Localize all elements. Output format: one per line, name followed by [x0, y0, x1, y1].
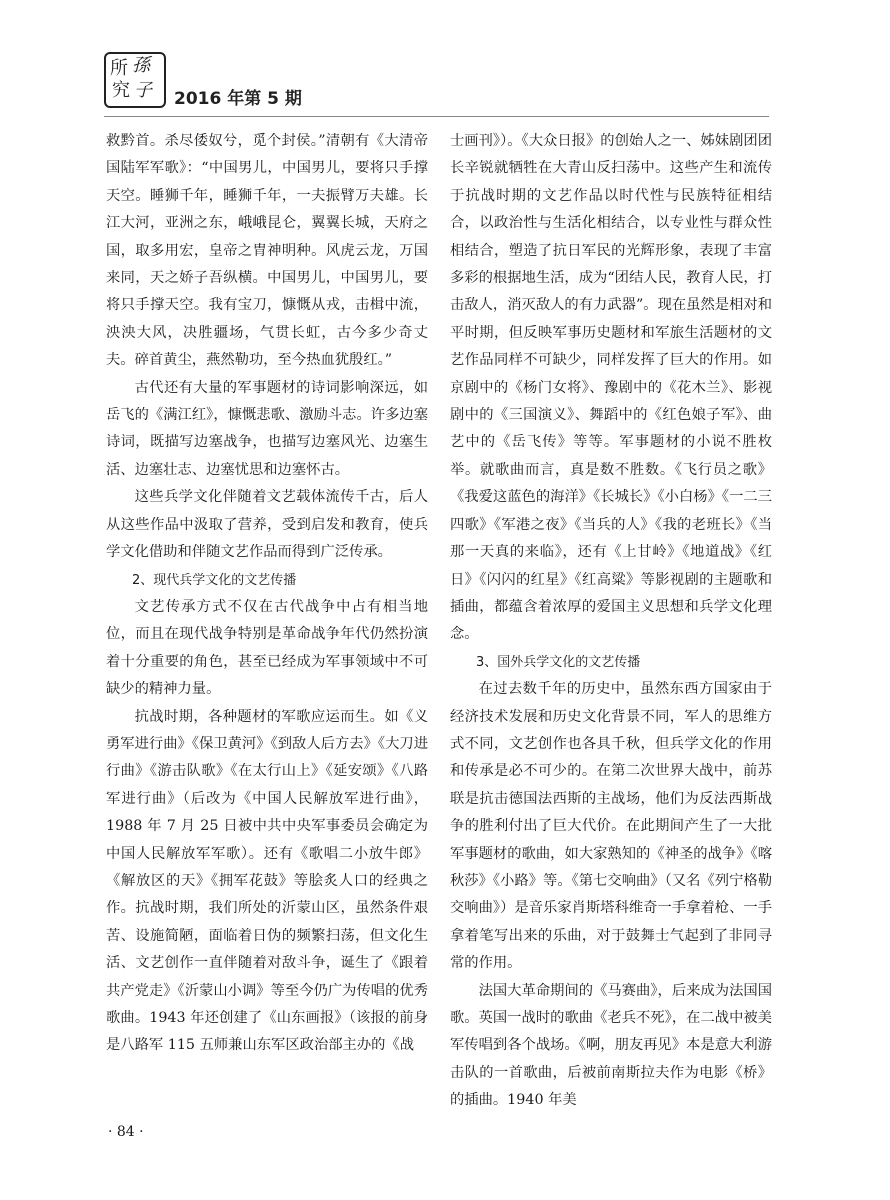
logo-char: 所: [110, 58, 128, 79]
header-rule: [104, 116, 769, 117]
journal-logo: [104, 52, 166, 108]
paragraph: 抗战时期，各种题材的军歌应运而生。如《义勇军进行曲》《保卫黄河》《到敌人后方去》《大刀进行曲》《游击队歌》《在太行山上》《延安颂》《八路军进行曲》（后改为《中国人民解放军进行曲》，1988 年 7 月 25 日被中共中央军事委员会确定为中国人民解放军军歌）。还有《歌唱二小放牛郎》《解放区的天》《拥军花鼓》等脍炙人口的经典之作。抗战时期，我们所处的沂蒙山区，虽然条件艰苦、设施简陋，面临着日伪的频繁扫荡，但文化生活、文艺创作一直伴随着对敌斗争，诞生了《跟着共产党走》《沂蒙山小调》等至今仍广为传唱的优秀歌曲。1943 年还创建了《山东画报》（该报的前身是八路军 115 五师兼山东军区政治部主办的《战: [106, 708, 428, 1054]
issue-label: 2016 年第 5 期: [174, 89, 302, 109]
page-header: [104, 46, 769, 116]
logo-char: 子: [134, 80, 152, 101]
paragraph: 古代还有大量的军事题材的诗词影响深远，如岳飞的《满江红》，慷慨悲歌、激励斗志。许多边塞诗词，既描写边塞战争，也描写边塞风光、边塞生活、边塞壮志、边塞忧思和边塞怀古。: [106, 379, 428, 478]
paragraph: 法国大革命期间的《马赛曲》，后来成为法国国歌。英国一战时的歌曲《老兵不死》，在二战中被美军传唱到各个战场。《啊，朋友再见》本是意大利游击队的一首歌曲，后被前南斯拉夫作为电影《桥》的插曲。1940 年美: [450, 982, 772, 1109]
paragraph: 救黔首。杀尽倭奴兮，觅个封侯。”清朝有《大清帝国陆军军歌》：“中国男儿，中国男儿，要将只手撑天空。睡狮千年，睡狮千年，一夫振臂万夫雄。长江大河，亚洲之东，峨峨昆仑，翼翼长城，天府之国，取多用宏，皇帝之胄神明种。风虎云龙，万国来同，天之娇子吾纵横。中国男儿，中国男儿，要将只手撑天空。我有宝刀，慷慨从戎，击楫中流，泱泱大风，决胜疆场，气贯长虹，古今多少奇丈夫。碎首黄尘，燕然勒功，至今热血犹殷红。”: [106, 133, 428, 369]
paragraph: 士画刊》）。《大众日报》的创始人之一、姊妹剧团团长辛锐就牺牲在大青山反扫荡中。这些产生和流传于抗战时期的文艺作品以时代性与民族特征相结合，以政治性与生活化相结合，以专业性与群众性相结合，塑造了抗日军民的光辉形象，表现了丰富多彩的根据地生活，成为“团结人民，教育人民，打击敌人，消灭敌人的有力武器”。现在虽然是相对和平时期，但反映军事历史题材和军旅生活题材的文艺作品同样不可缺少，同样发挥了巨大的作用。如京剧中的《杨门女将》、豫剧中的《花木兰》、影视剧中的《三国演义》、舞蹈中的《红色娘子军》、曲艺中的《岳飞传》等等。军事题材的小说不胜枚举。就歌曲而言，真是数不胜数。《飞行员之歌》《我爱这蓝色的海洋》《长城长》《小白杨》《一二三四歌》《军港之夜》《当兵的人》《我的老班长》《当那一天真的来临》，还有《上甘岭》《地道战》《红日》《闪闪的红星》《红高粱》等影视剧的主题歌和插曲，都蕴含着浓厚的爱国主义思想和兵学文化理念。: [450, 133, 772, 643]
paragraph: 文艺传承方式不仅在古代战争中占有相当地位，而且在现代战争特别是革命战争年代仍然扮演着十分重要的角色，甚至已经成为军事领域中不可缺少的精神力量。: [106, 598, 428, 698]
paragraph: 在过去数千年的历史中，虽然东西方国家由于经济技术发展和历史文化背景不同，军人的思维方式不同，文艺创作也各具千秋，但兵学文化的作用和传承是必不可少的。在第二次世界大战中，前苏联是抗击德国法西斯的主战场，他们为反法西斯战争的胜利付出了巨大代价。在此期间产生了一大批军事题材的歌曲，如大家熟知的《神圣的战争》《喀秋莎》《小路》等。《第七交响曲》（又名《列宁格勒交响曲》）是音乐家肖斯塔科维奇一手拿着枪、一手拿着笔写出来的乐曲，对于鼓舞士气起到了非同寻常的作用。: [450, 681, 772, 972]
page-number: · 84 ·: [108, 1124, 144, 1140]
left-column: [106, 128, 428, 1060]
right-column: [450, 128, 772, 1115]
logo-char: 孫: [132, 55, 150, 76]
section-heading: 2、现代兵学文化的文艺传播: [132, 572, 297, 588]
logo-char: 究: [112, 80, 130, 101]
section-heading: 3、国外兵学文化的文艺传播: [476, 654, 641, 670]
paragraph: 这些兵学文化伴随着文艺载体流传千古，后人从这些作品中汲取了营养，受到启发和教育，使兵学文化借助和伴随文艺作品而得到广泛传承。: [106, 489, 428, 561]
